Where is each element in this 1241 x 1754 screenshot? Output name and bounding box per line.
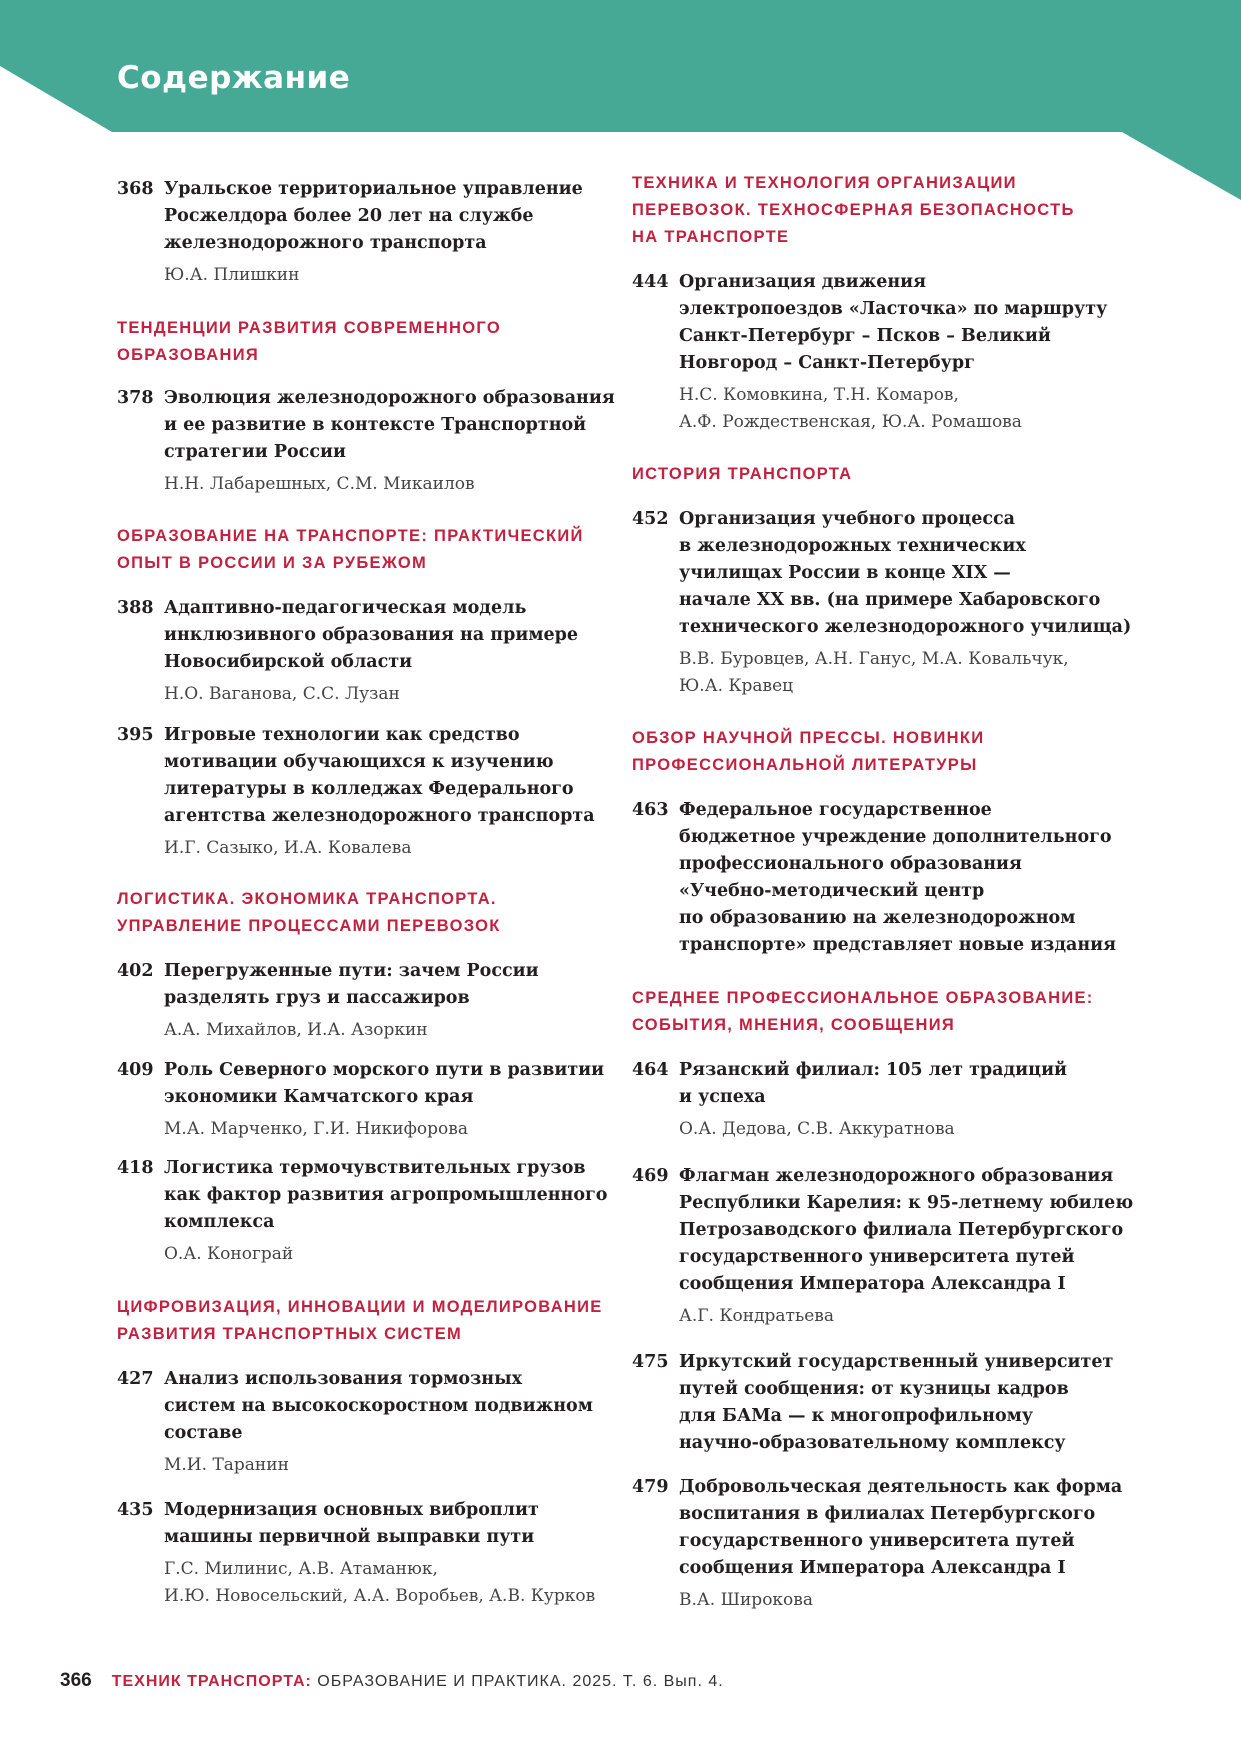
toc-entry — [117, 595, 637, 708]
toc-entry — [117, 1155, 637, 1268]
section-heading: ОБРАЗОВАНИЕ НА ТРАНСПОРТЕ: ПРАКТИЧЕСКИЙ ОПЫТ В РОССИИ И ЗА РУБЕЖОМ — [117, 527, 584, 572]
entry-title[interactable]: Эволюция железнодорожного образования и ее развитие в контексте Транспортной стратегии России — [164, 388, 615, 462]
entry-authors: Н.Н. Лабарешных, С.М. Микаилов — [164, 474, 475, 494]
toc-entry — [632, 1057, 1152, 1143]
toc-entry — [632, 797, 1152, 959]
entry-page-number: 395 — [117, 725, 154, 745]
section-heading: ЦИФРОВИЗАЦИЯ, ИННОВАЦИИ И МОДЕЛИРОВАНИЕ РАЗВИТИЯ ТРАНСПОРТНЫХ СИСТЕМ — [117, 1298, 603, 1343]
entry-page-number: 444 — [632, 272, 669, 292]
entry-title[interactable]: Иркутский государственный университет путей сообщения: от кузницы кадров для БАМа — к многопрофильному научно-образовательному комплексу — [679, 1352, 1114, 1453]
entry-authors: В.В. Буровцев, А.Н. Ганус, М.А. Ковальчук, Ю.А. Кравец — [679, 649, 1069, 696]
entry-title[interactable]: Флагман железнодорожного образования Республики Карелия: к 95-летнему юбилею Петрозаводского филиала Петербургского государственного университета путей сообщения Императора Александра I — [679, 1166, 1134, 1294]
entry-title[interactable]: Федеральное государственное бюджетное учреждение дополнительного профессионального образования «Учебно-методический центр по образованию на железнодорожном транспорте» представляет новые издания — [679, 800, 1117, 955]
entry-authors: Н.С. Комовкина, Т.Н. Комаров, А.Ф. Рождественская, Ю.А. Ромашова — [679, 385, 1022, 432]
entry-page-number: 452 — [632, 509, 669, 529]
toc-entry — [632, 1349, 1152, 1457]
entry-title[interactable]: Анализ использования тормозных систем на высокоскоростном подвижном составе — [164, 1369, 593, 1443]
entry-authors: Ю.А. Плишкин — [164, 265, 300, 285]
entry-title[interactable]: Роль Северного морского пути в развитии экономики Камчатского края — [164, 1060, 605, 1107]
entry-authors: И.Г. Сазыко, И.А. Ковалева — [164, 838, 412, 858]
journal-name: ТЕХНИК ТРАНСПОРТА: — [111, 1673, 312, 1690]
entry-authors: В.А. Широкова — [679, 1590, 813, 1610]
entry-title[interactable]: Игровые технологии как средство мотивации обучающихся к изучению литературы в колледжах Федерального агентства железнодорожного транспорта — [164, 725, 595, 826]
section-heading: ТЕХНИКА И ТЕХНОЛОГИЯ ОРГАНИЗАЦИИ ПЕРЕВОЗОК. ТЕХНОСФЕРНАЯ БЕЗОПАСНОСТЬ НА ТРАНСПОРТЕ — [632, 174, 1075, 246]
entry-authors: М.И. Таранин — [164, 1455, 289, 1475]
section-heading: ТЕНДЕНЦИИ РАЗВИТИЯ СОВРЕМЕННОГО ОБРАЗОВАНИЯ — [117, 319, 501, 364]
entry-title[interactable]: Логистика термочувствительных грузов как фактор развития агропромышленного комплекса — [164, 1158, 608, 1232]
entry-page-number: 435 — [117, 1500, 154, 1520]
entry-page-number: 409 — [117, 1060, 154, 1080]
entry-page-number: 388 — [117, 598, 154, 618]
entry-page-number: 418 — [117, 1158, 154, 1178]
entry-authors: О.А. Конограй — [164, 1244, 294, 1264]
section-heading: ОБЗОР НАУЧНОЙ ПРЕССЫ. НОВИНКИ ПРОФЕССИОНАЛЬНОЙ ЛИТЕРАТУРЫ — [632, 729, 985, 774]
entry-title[interactable]: Добровольческая деятельность как форма воспитания в филиалах Петербургского государственного университета путей сообщения Императора Александра I — [679, 1477, 1123, 1578]
entry-title[interactable]: Организация движения электропоездов «Ласточка» по маршруту Санкт-Петербург – Псков – Великий Новгород – Санкт-Петербург — [679, 272, 1108, 373]
section-heading: СРЕДНЕЕ ПРОФЕССИОНАЛЬНОЕ ОБРАЗОВАНИЕ: СОБЫТИЯ, МНЕНИЯ, СООБЩЕНИЯ — [632, 989, 1094, 1034]
toc-entry — [117, 722, 637, 862]
entry-page-number: 475 — [632, 1352, 669, 1372]
entry-authors: М.А. Марченко, Г.И. Никифорова — [164, 1119, 468, 1139]
entry-authors: Н.О. Ваганова, С.С. Лузан — [164, 684, 400, 704]
entry-title[interactable]: Рязанский филиал: 105 лет традиций и успеха — [679, 1060, 1068, 1107]
toc-entry — [632, 1474, 1152, 1614]
entry-title[interactable]: Модернизация основных виброплит машины первичной выправки пути — [164, 1500, 539, 1547]
entry-title[interactable]: Перегруженные пути: зачем России разделять груз и пассажиров — [164, 961, 539, 1008]
toc-entry — [117, 385, 637, 498]
entry-authors: А.А. Михайлов, И.А. Азоркин — [164, 1020, 428, 1040]
toc-entry — [117, 958, 637, 1044]
page-number: 366 — [60, 1670, 92, 1691]
toc-entry — [117, 176, 637, 289]
toc-entry — [632, 269, 1152, 436]
footer — [60, 1670, 724, 1692]
entry-page-number: 463 — [632, 800, 669, 820]
entry-page-number: 464 — [632, 1060, 669, 1080]
entry-title[interactable]: Адаптивно-педагогическая модель инклюзивного образования на примере Новосибирской области — [164, 598, 579, 672]
section-heading: ИСТОРИЯ ТРАНСПОРТА — [632, 465, 853, 483]
entry-page-number: 469 — [632, 1166, 669, 1186]
section-heading: ЛОГИСТИКА. ЭКОНОМИКА ТРАНСПОРТА. УПРАВЛЕНИЕ ПРОЦЕССАМИ ПЕРЕВОЗОК — [117, 890, 501, 935]
entry-authors: Г.С. Милинис, А.В. Атаманюк, И.Ю. Новосельский, А.А. Воробьев, А.В. Курков — [164, 1559, 596, 1606]
entry-title[interactable]: Организация учебного процесса в железнодорожных технических училищах России в конце XIX — начале XX вв. (на примере Хабаровского технического железнодорожного училища) — [679, 509, 1132, 637]
entry-page-number: 402 — [117, 961, 154, 981]
toc-entry — [117, 1366, 637, 1479]
toc-entry — [117, 1497, 637, 1610]
entry-page-number: 378 — [117, 388, 154, 408]
entry-authors: А.Г. Кондратьева — [679, 1306, 834, 1326]
entry-page-number: 427 — [117, 1369, 154, 1389]
toc-entry — [632, 1163, 1152, 1330]
entry-page-number: 368 — [117, 179, 154, 199]
toc-entry — [117, 1057, 637, 1143]
page-title: Содержание — [117, 60, 351, 96]
toc-entry — [632, 506, 1152, 700]
entry-title[interactable]: Уральское территориальное управление Росжелдора более 20 лет на службе железнодорожного транспорта — [164, 179, 583, 253]
journal-issue: ОБРАЗОВАНИЕ И ПРАКТИКА. 2025. Т. 6. Вып. 4. — [311, 1673, 724, 1690]
entry-authors: О.А. Дедова, С.В. Аккуратнова — [679, 1119, 955, 1139]
entry-page-number: 479 — [632, 1477, 669, 1497]
